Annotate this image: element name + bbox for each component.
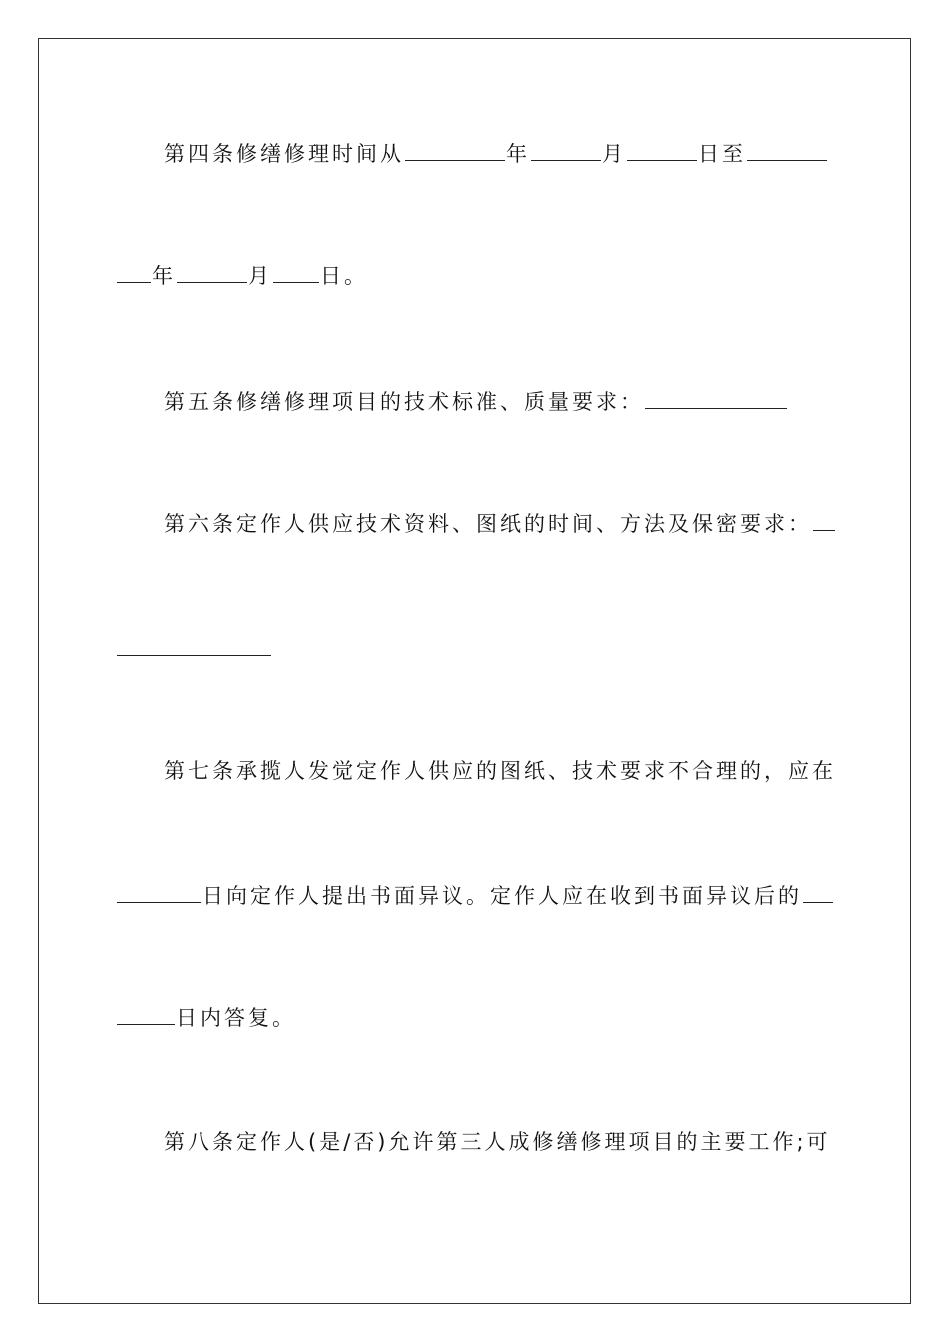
clause-7-line-2 [116,880,836,911]
clause-8-line-1 [164,1127,836,1157]
day-to-label: 日至 [698,142,746,166]
clause-8-text: 第八条定作人(是/否)允许第三人成修缮修理项目的主要工作;可 [164,1130,831,1154]
clause-7-text: 第七条承揽人发觉定作人供应的图纸、技术要求不合理的，应在 [164,759,836,783]
reply-days-blank-part1[interactable] [803,880,833,903]
clause-5 [164,386,836,417]
quality-standard-blank[interactable] [645,386,787,409]
day-blank[interactable] [627,138,697,161]
end-day-label: 日。 [320,264,368,288]
clause-6-line-1 [164,508,836,539]
end-year-blank-part2[interactable] [117,260,151,283]
clause-7-text-3: 日内答复。 [176,1006,296,1030]
clause-6-text: 第六条定作人供应技术资料、图纸的时间、方法及保密要求： [164,512,812,536]
clause-4-text: 第四条修缮修理时间从 [164,142,404,166]
clause-5-text: 第五条修缮修理项目的技术标准、质量要求： [164,390,644,414]
clause-7-line-3 [116,1002,836,1033]
clause-4-line-2 [116,260,836,291]
year-blank[interactable] [405,138,505,161]
confidentiality-blank-part2[interactable] [117,633,271,656]
end-day-blank[interactable] [273,260,319,283]
end-year-blank-part1[interactable] [747,138,827,161]
page-border [38,38,911,1304]
clause-7-line-1 [164,756,836,786]
clause-6-line-2 [116,633,836,664]
month-blank[interactable] [531,138,601,161]
reply-days-blank-part2[interactable] [117,1002,175,1025]
clause-7-text-2: 日向定作人提出书面异议。定作人应在收到书面异议后的 [202,884,802,908]
end-month-blank[interactable] [177,260,247,283]
month-label: 月 [602,142,626,166]
year-label: 年 [506,142,530,166]
clause-4-line-1 [164,138,836,169]
end-year-label: 年 [152,264,176,288]
confidentiality-blank-part1[interactable] [813,508,835,531]
end-month-label: 月 [248,264,272,288]
objection-days-blank[interactable] [117,880,201,903]
